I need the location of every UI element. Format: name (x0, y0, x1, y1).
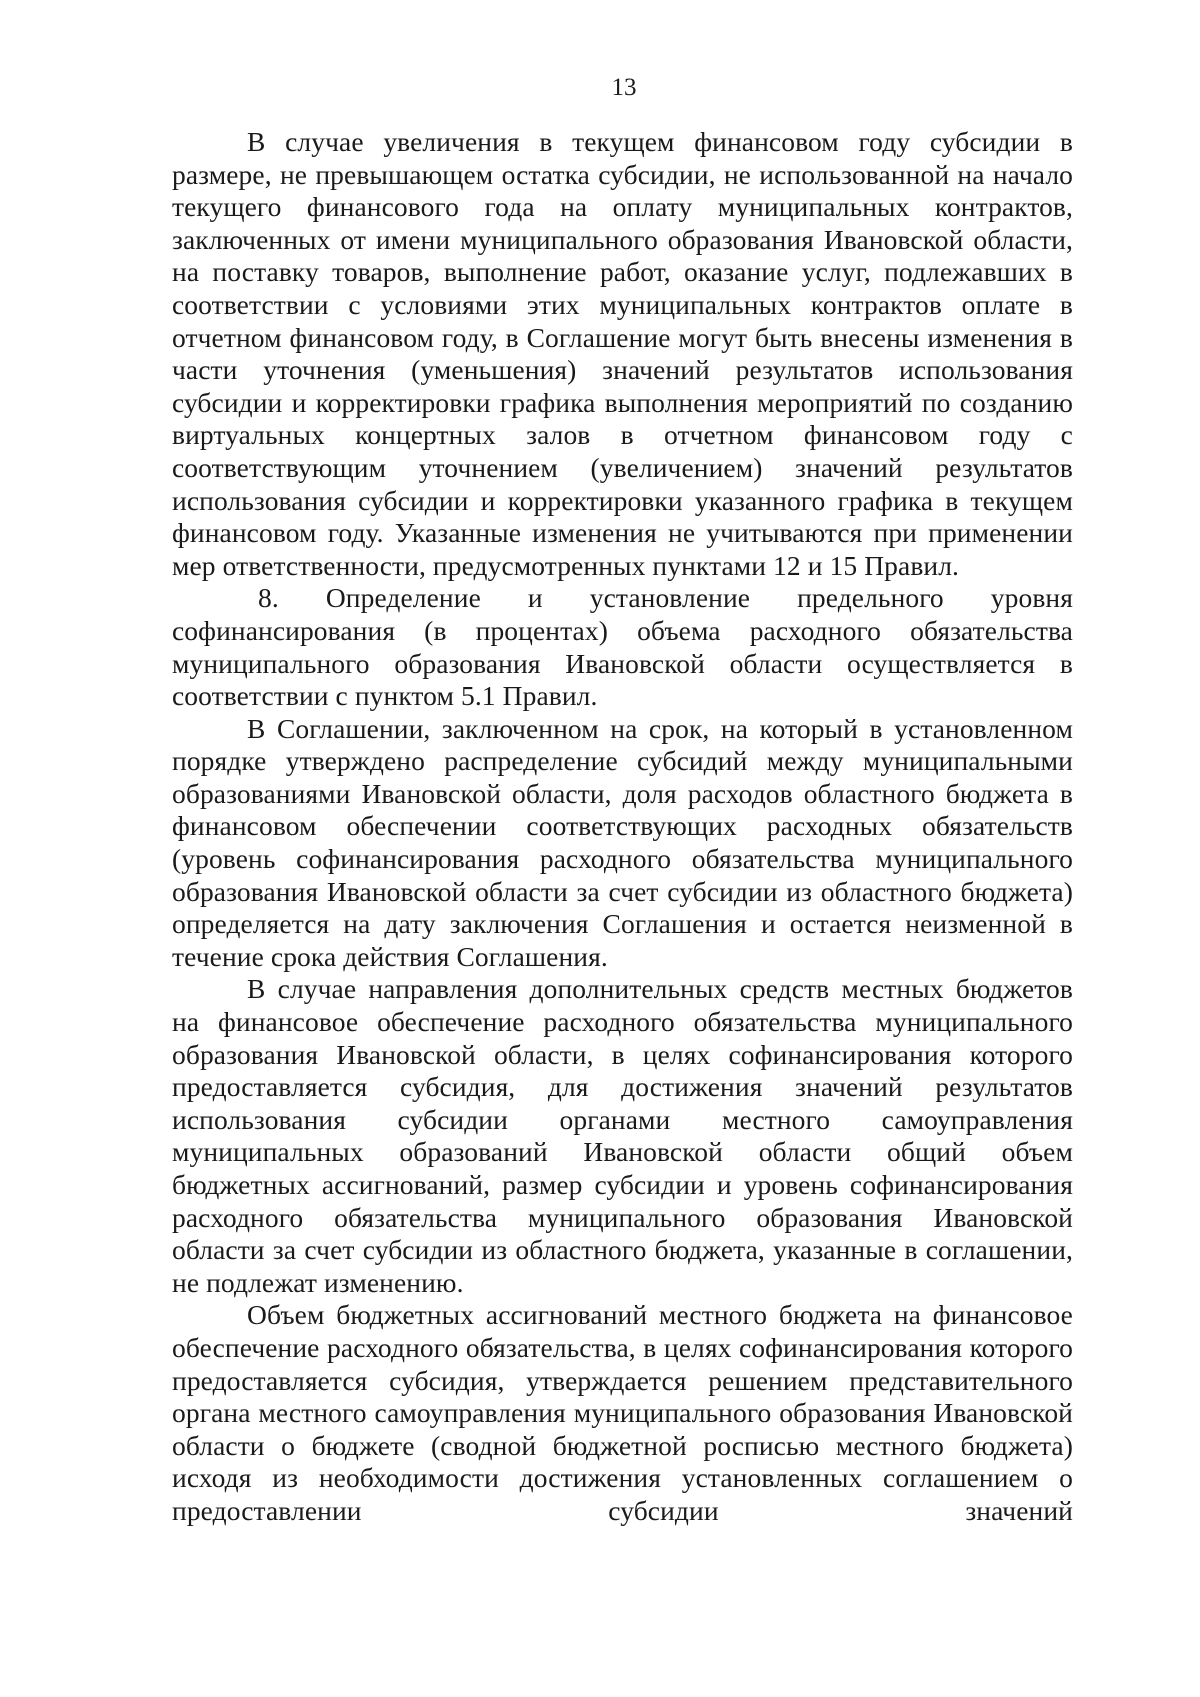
paragraph-contract-changes: В случае увеличения в текущем финансовом году субсидии в размере, не превышающем остатка субсидии, не использованной на начало текущего финансового года на оплату муниципальных контрактов, заключенных от имени муниципального образования Ивановской области, на поставку товаров, выполнение работ, оказание услуг, подлежавших в соответствии с условиями этих муниципальных контрактов оплате в отчетном финансовом году, в Соглашение могут быть внесены изменения в части уточнения (уменьшения) значений результатов использования субсидии и корректировки графика выполнения мероприятий по созданию виртуальных концертных залов в отчетном финансовом году с соответствующим уточнением (увеличением) значений результатов использования субсидии и корректировки указанного графика в текущем финансовом году. Указанные изменения не учитываются при применении мер ответственности, предусмотренных пунктами 12 и 15 Правил. (172, 126, 1073, 581)
page-number: 13 (611, 74, 637, 101)
paragraph-local-budget-volume: Объем бюджетных ассигнований местного бюджета на финансовое обеспечение расходного обязательства, в целях софинансирования которого предоставляется субсидия, утверждается решением представительного органа местного самоуправления муниципального образования Ивановской области о бюджете (сводной бюджетной росписью местного бюджета) исходя из необходимости достижения установленных соглашением о предоставлении субсидии значений (172, 1299, 1073, 1526)
paragraph-additional-funds: В случае направления дополнительных средств местных бюджетов на финансовое обеспечение расходного обязательства муниципального образования Ивановской области, в целях софинансирования которого предоставляется субсидия, для достижения значений результатов использования субсидии органами местного самоуправления муниципальных образований Ивановской области общий объем бюджетных ассигнований, размер субсидии и уровень софинансирования расходного обязательства муниципального образования Ивановской области за счет субсидии из областного бюджета, указанные в соглашении, не подлежат изменению. (172, 973, 1073, 1298)
paragraph-item-8-cofinancing-level: 8. Определение и установление предельного уровня софинансирования (в процентах) объема расходного обязательства муниципального образования Ивановской области осуществляется в соответствии с пунктом 5.1 Правил. (172, 582, 1073, 712)
document-body (172, 126, 1073, 1528)
paragraph-agreement-share: В Соглашении, заключенном на срок, на который в установленном порядке утверждено распределение субсидий между муниципальными образованиями Ивановской области, доля расходов областного бюджета в финансовом обеспечении соответствующих расходных обязательств (уровень софинансирования расходного обязательства муниципального образования Ивановской области за счет субсидии из областного бюджета) определяется на дату заключения Соглашения и остается неизменной в течение срока действия Соглашения. (172, 712, 1073, 972)
